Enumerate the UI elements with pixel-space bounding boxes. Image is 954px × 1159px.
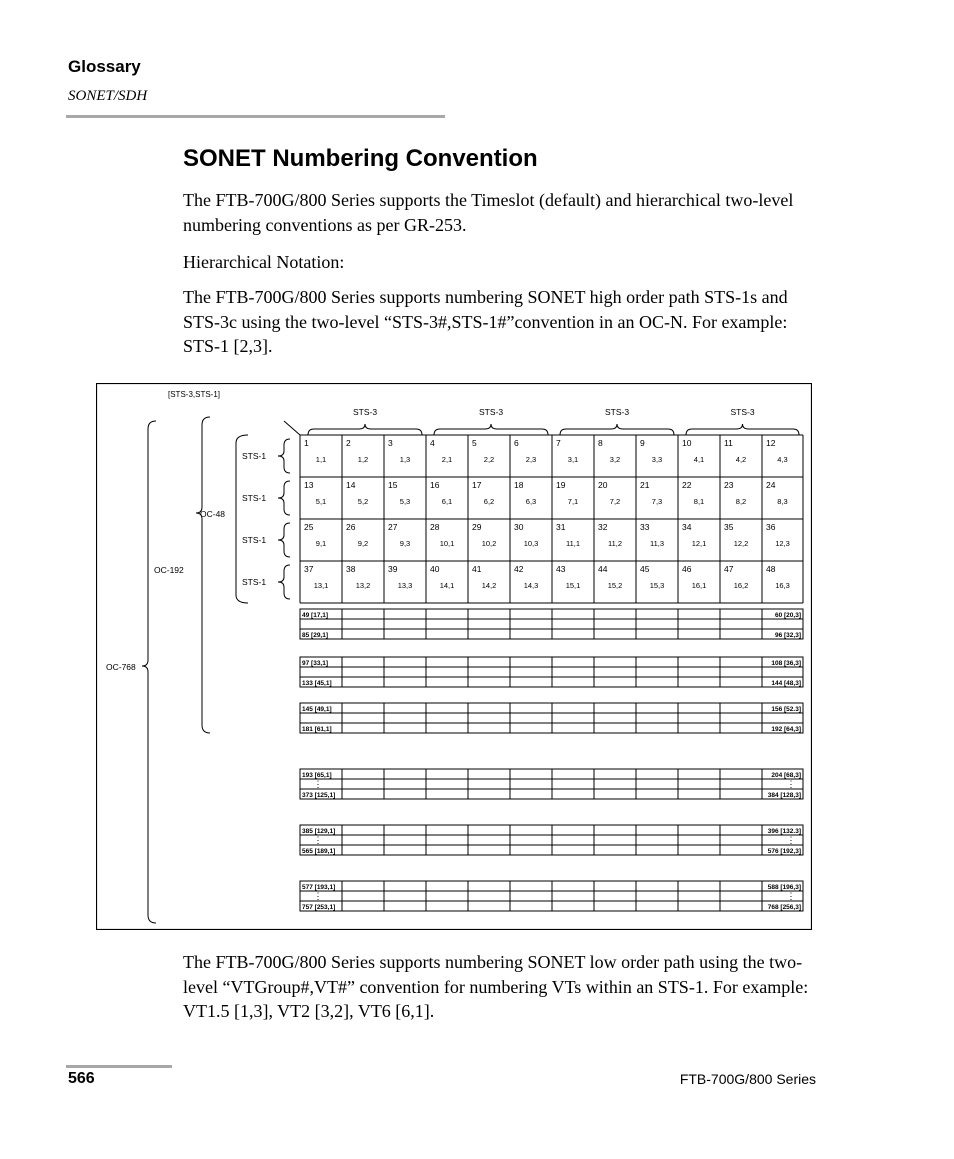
hierarchical-pair: 7,1 bbox=[567, 497, 579, 506]
block-start-label: 97 [33,1] bbox=[302, 660, 329, 667]
hierarchical-pair: 1,1 bbox=[315, 455, 327, 464]
hierarchical-pair: 5,2 bbox=[357, 497, 369, 506]
hierarchical-pair: 9,3 bbox=[399, 539, 411, 548]
block-ellipsis: ⋮ bbox=[786, 779, 796, 789]
hierarchical-pair: 15,1 bbox=[565, 581, 581, 590]
timeslot-number: 22 bbox=[682, 480, 692, 490]
hierarchical-pair: 1,2 bbox=[357, 455, 369, 464]
sts1-label: STS-1 bbox=[242, 577, 267, 587]
timeslot-number: 48 bbox=[766, 564, 776, 574]
block-last-label: 85 [29,1] bbox=[302, 632, 329, 639]
hierarchical-pair: 4,1 bbox=[693, 455, 705, 464]
block-end-label: 588 [196,3] bbox=[767, 884, 801, 891]
block-last-label: 133 [45,1] bbox=[302, 680, 332, 687]
block-last-end-label: 768 [256,3] bbox=[767, 904, 801, 911]
timeslot-number: 45 bbox=[640, 564, 650, 574]
timeslot-number: 2 bbox=[346, 438, 351, 448]
block-last-label: 757 [253,1] bbox=[302, 904, 336, 911]
block-end-label: 396 [132.3] bbox=[767, 828, 801, 835]
hierarchical-pair: 5,1 bbox=[315, 497, 327, 506]
hierarchical-pair: 13,3 bbox=[397, 581, 413, 590]
block-ellipsis: ⋮ bbox=[313, 779, 323, 789]
hierarchical-pair: 7,2 bbox=[609, 497, 621, 506]
timeslot-number: 46 bbox=[682, 564, 692, 574]
timeslot-number: 32 bbox=[598, 522, 608, 532]
timeslot-number: 38 bbox=[346, 564, 356, 574]
timeslot-number: 20 bbox=[598, 480, 608, 490]
timeslot-number: 7 bbox=[556, 438, 561, 448]
timeslot-number: 13 bbox=[304, 480, 314, 490]
timeslot-number: 11 bbox=[724, 438, 733, 448]
notation-heading: Hierarchical Notation: bbox=[183, 252, 345, 272]
timeslot-number: 40 bbox=[430, 564, 440, 574]
block-last-label: 181 [61,1] bbox=[302, 726, 332, 733]
sts3-label: STS-3 bbox=[352, 407, 378, 417]
timeslot-number: 10 bbox=[682, 438, 692, 448]
timeslot-number: 28 bbox=[430, 522, 440, 532]
hierarchical-pair: 14,1 bbox=[439, 581, 455, 590]
timeslot-number: 5 bbox=[472, 438, 477, 448]
block-ellipsis: ⋮ bbox=[786, 891, 796, 901]
timeslot-number: 12 bbox=[766, 438, 776, 448]
timeslot-number: 6 bbox=[514, 438, 519, 448]
hierarchical-pair: 8,3 bbox=[777, 497, 788, 506]
hierarchical-pair: 10,3 bbox=[523, 539, 539, 548]
sts3-label: STS-3 bbox=[730, 407, 755, 417]
timeslot-number: 26 bbox=[346, 522, 356, 532]
timeslot-number: 18 bbox=[514, 480, 524, 490]
timeslot-number: 21 bbox=[640, 480, 650, 490]
hierarchical-pair: 16,2 bbox=[733, 581, 749, 590]
block-start-label: 193 [65,1] bbox=[302, 772, 332, 779]
block-last-end-label: 144 [48,3] bbox=[771, 680, 801, 687]
hierarchical-pair: 10,2 bbox=[481, 539, 497, 548]
block-ellipsis: ⋮ bbox=[313, 891, 323, 901]
block-last-end-label: 576 [192,3] bbox=[767, 848, 801, 855]
block-ellipsis: ⋮ bbox=[313, 835, 323, 845]
hierarchical-pair: 10,1 bbox=[439, 539, 455, 548]
timeslot-number: 41 bbox=[472, 564, 482, 574]
timeslot-number: 35 bbox=[724, 522, 734, 532]
timeslot-number: 16 bbox=[430, 480, 440, 490]
block-last-label: 373 [125,1] bbox=[302, 792, 336, 799]
timeslot-number: 9 bbox=[640, 438, 645, 448]
hierarchical-pair: 11,3 bbox=[649, 539, 665, 548]
hierarchical-pair: 1,3 bbox=[399, 455, 411, 464]
footer-product: FTB-700G/800 Series bbox=[679, 1071, 816, 1087]
header-subsection: SONET/SDH bbox=[68, 88, 148, 104]
timeslot-number: 47 bbox=[724, 564, 734, 574]
block-last-end-label: 192 [64,3] bbox=[771, 726, 801, 733]
oc48-label: OC-48 bbox=[200, 509, 226, 519]
timeslot-number: 34 bbox=[682, 522, 692, 532]
hierarchical-pair: 15,2 bbox=[607, 581, 623, 590]
sts3-label: STS-3 bbox=[604, 407, 630, 417]
timeslot-number: 23 bbox=[724, 480, 734, 490]
block-ellipsis: ⋮ bbox=[786, 835, 796, 845]
block-end-label: 108 [36,3] bbox=[771, 660, 801, 667]
timeslot-number: 4 bbox=[430, 438, 435, 448]
timeslot-number: 15 bbox=[388, 480, 398, 490]
block-start-label: 385 [129,1] bbox=[302, 828, 336, 835]
hierarchical-pair: 3,3 bbox=[651, 455, 663, 464]
sts3-label: STS-3 bbox=[478, 407, 504, 417]
block-last-end-label: 384 [128,3] bbox=[767, 792, 801, 799]
header-divider bbox=[66, 115, 445, 118]
hierarchical-pair: 12,3 bbox=[775, 539, 790, 548]
block-last-label: 565 [189,1] bbox=[302, 848, 336, 855]
hierarchical-pair: 2,3 bbox=[525, 455, 537, 464]
hierarchical-pair: 11,2 bbox=[607, 539, 623, 548]
header-section: Glossary bbox=[68, 57, 141, 76]
hierarchical-pair: 12,2 bbox=[733, 539, 749, 548]
hierarchical-pair: 6,3 bbox=[525, 497, 537, 506]
sts1-label: STS-1 bbox=[242, 451, 267, 461]
timeslot-number: 27 bbox=[388, 522, 398, 532]
oc192-label: OC-192 bbox=[154, 565, 184, 575]
hierarchical-pair: 8,1 bbox=[693, 497, 705, 506]
timeslot-number: 8 bbox=[598, 438, 603, 448]
hierarchical-pair: 11,1 bbox=[565, 539, 581, 548]
sts1-label: STS-1 bbox=[242, 493, 267, 503]
timeslot-number: 29 bbox=[472, 522, 482, 532]
timeslot-number: 14 bbox=[346, 480, 356, 490]
page-title: SONET Numbering Convention bbox=[183, 145, 538, 172]
hierarchical-pair: 5,3 bbox=[399, 497, 411, 506]
oc768-label: OC-768 bbox=[106, 662, 136, 672]
timeslot-number: 44 bbox=[598, 564, 608, 574]
footer-divider bbox=[66, 1065, 172, 1068]
hierarchical-pair: 9,1 bbox=[315, 539, 327, 548]
hierarchical-pair: 13,2 bbox=[355, 581, 371, 590]
hierarchical-pair: 14,2 bbox=[481, 581, 497, 590]
page-number: 566 bbox=[68, 1070, 95, 1087]
block-start-label: 577 [193,1] bbox=[302, 884, 336, 891]
timeslot-number: 30 bbox=[514, 522, 524, 532]
timeslot-number: 24 bbox=[766, 480, 776, 490]
block-end-label: 204 [68,3] bbox=[771, 772, 801, 779]
hierarchical-pair: 3,1 bbox=[567, 455, 579, 464]
hierarchical-pair: 8,2 bbox=[735, 497, 747, 506]
intro-paragraph: The FTB-700G/800 Series supports the Timeslot (default) and hierarchical two-level numbering conventions as per GR-253. bbox=[183, 190, 794, 235]
timeslot-number: 33 bbox=[640, 522, 650, 532]
hierarchical-pair: 2,2 bbox=[483, 455, 495, 464]
block-end-label: 156 [52.3] bbox=[771, 706, 801, 713]
hierarchical-pair: 9,2 bbox=[357, 539, 369, 548]
block-end-label: 60 [20,3] bbox=[774, 612, 801, 619]
timeslot-number: 3 bbox=[388, 438, 393, 448]
low-order-paragraph: The FTB-700G/800 Series supports numbering SONET low order path using the two-level “VTGroup#,VT#” convention for numbering VTs within an STS-1. For example: VT1.5 [1,3], VT2 [3,2], VT6 [6,1]. bbox=[183, 952, 809, 1021]
hierarchical-pair: 7,3 bbox=[651, 497, 663, 506]
hierarchical-pair: 14,3 bbox=[523, 581, 539, 590]
timeslot-number: 37 bbox=[304, 564, 314, 574]
hierarchical-pair: 6,1 bbox=[441, 497, 453, 506]
hierarchical-pair: 6,2 bbox=[483, 497, 495, 506]
timeslot-number: 19 bbox=[556, 480, 566, 490]
high-order-paragraph: The FTB-700G/800 Series supports numbering SONET high order path STS-1s and STS-3c using the two-level “STS-3#,STS-1#”convention in an OC-N. For example: STS-1 [2,3]. bbox=[183, 287, 788, 356]
sonet-numbering-diagram bbox=[96, 383, 812, 930]
notation-label: [STS-3,STS-1] bbox=[168, 390, 221, 399]
block-start-label: 49 [17,1] bbox=[302, 612, 329, 619]
hierarchical-pair: 12,1 bbox=[691, 539, 707, 548]
timeslot-number: 36 bbox=[766, 522, 776, 532]
sts1-label: STS-1 bbox=[242, 535, 267, 545]
timeslot-number: 25 bbox=[304, 522, 314, 532]
hierarchical-pair: 2,1 bbox=[441, 455, 453, 464]
hierarchical-pair: 4,2 bbox=[735, 455, 747, 464]
timeslot-number: 42 bbox=[514, 564, 524, 574]
hierarchical-pair: 15,3 bbox=[649, 581, 665, 590]
hierarchical-pair: 4,3 bbox=[777, 455, 788, 464]
block-start-label: 145 [49,1] bbox=[302, 706, 332, 713]
timeslot-number: 31 bbox=[556, 522, 566, 532]
hierarchical-pair: 16,3 bbox=[775, 581, 790, 590]
timeslot-number: 1 bbox=[304, 438, 309, 448]
hierarchical-pair: 3,2 bbox=[609, 455, 621, 464]
hierarchical-pair: 13,1 bbox=[313, 581, 329, 590]
hierarchical-pair: 16,1 bbox=[691, 581, 707, 590]
timeslot-number: 17 bbox=[472, 480, 482, 490]
block-last-end-label: 96 [32,3] bbox=[774, 632, 801, 639]
timeslot-number: 39 bbox=[388, 564, 398, 574]
timeslot-number: 43 bbox=[556, 564, 566, 574]
